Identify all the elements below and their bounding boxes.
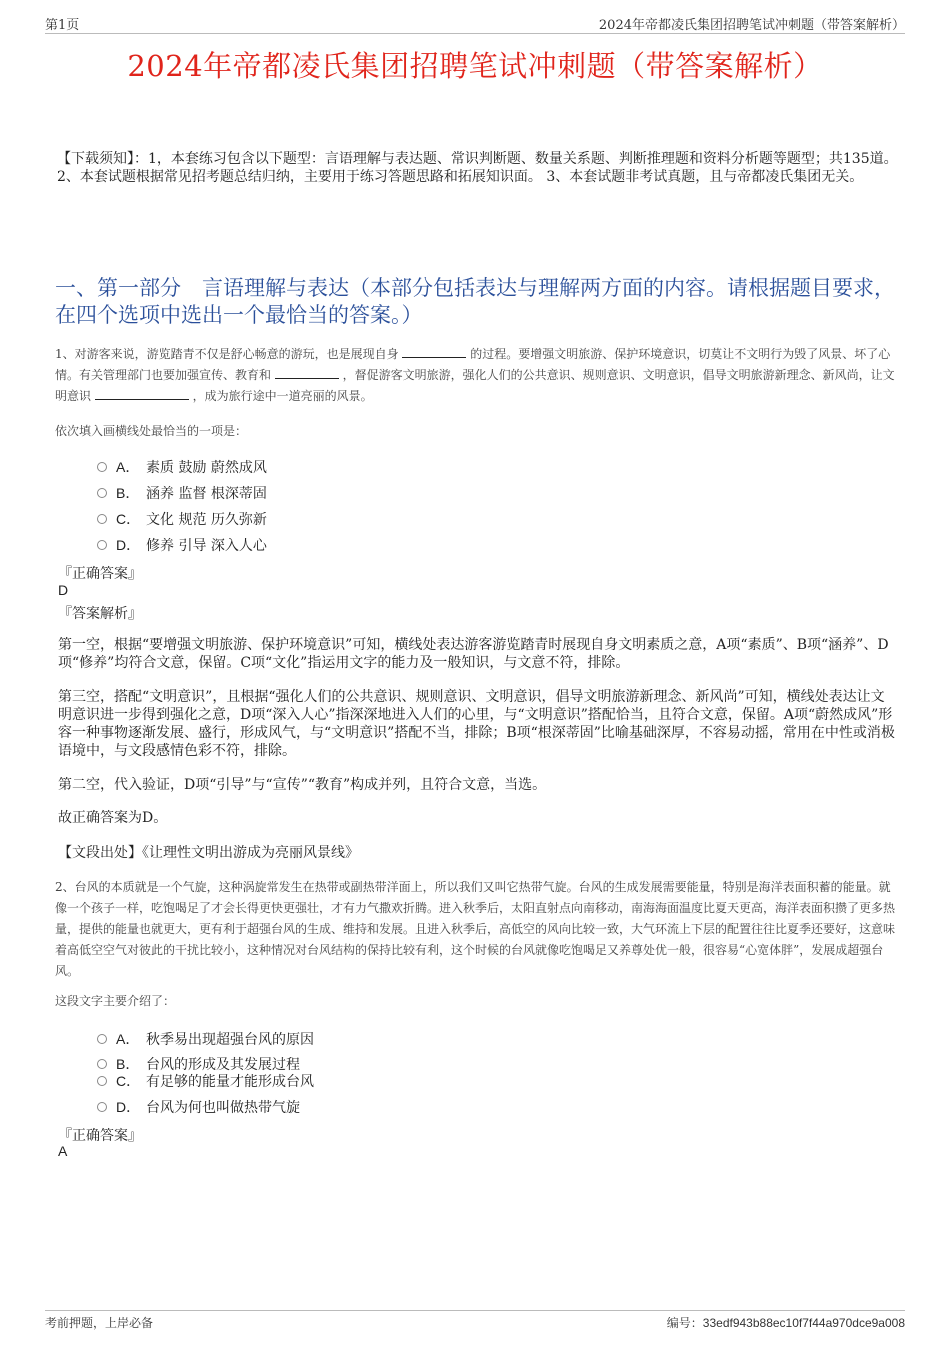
radio-icon[interactable] — [97, 1102, 107, 1112]
option-d[interactable]: D． 台风为何也叫做热带气旋 — [97, 1097, 300, 1117]
q1-text-part3: ，督促游客文明旅游，强化人们的公共意识、规则意识、文明意识，倡导文明旅游新理念、新风尚，让文明意识 — [55, 368, 895, 403]
footer-slogan: 考前押题，上岸必备 — [45, 1316, 154, 1330]
page-number: 第1页 — [45, 18, 80, 33]
option-c[interactable]: C． 有足够的能量才能形成台风 — [97, 1071, 314, 1091]
correct-answer: A — [58, 1143, 68, 1159]
fill-blank-1 — [402, 345, 466, 358]
page-title: 2024年帝都凌氏集团招聘笔试冲刺题（带答案解析） — [127, 49, 823, 83]
correct-answer: D — [58, 582, 69, 598]
question-1-prompt: 依次填入画横线处最恰当的一项是： — [55, 424, 248, 438]
analysis-paragraph: 第三空，搭配“文明意识”，且根据“强化人们的公共意识、规则意识、文明意识，倡导文明旅游新理念、新风尚”可知，横线处表达让文明意识进一步得到强化之意，D项“深入人心”指深深地进入人们的心里，与“文明意识”搭配恰当，且符合文意，保留。A项“蔚然成风”形容一种事物逐渐发展、盛行，形成风气，与“文明意识”搭配不当，排除；B项“根深蒂固”比喻基础深厚，不容易动摇，常用在中性或消极语境中，与文段感情色彩不符，排除。 — [58, 689, 895, 759]
option-b[interactable]: B． 涵养 监督 根深蒂固 — [97, 483, 267, 503]
option-d[interactable]: D． 修养 引导 深入人心 — [97, 535, 267, 555]
radio-icon[interactable] — [97, 462, 107, 472]
fill-blank-3 — [95, 387, 189, 400]
radio-icon[interactable] — [97, 1034, 107, 1044]
radio-icon[interactable] — [97, 488, 107, 498]
radio-icon[interactable] — [97, 1076, 107, 1086]
running-title: 2024年帝都凌氏集团招聘笔试冲刺题（带答案解析） — [598, 18, 905, 33]
download-notice: 【下载须知】：1，本套练习包含以下题型：言语理解与表达题、常识判断题、数量关系题、判断推理题和资料分析题等题型；共135道。 2、本套试题根据常见招考题总结归纳，主要用于练习答题思路和拓展知识面。 3、本套试题非考试真题，且与帝都凌氏集团无关。 — [57, 151, 898, 185]
option-a[interactable]: A． 素质 鼓励 蔚然成风 — [97, 457, 267, 477]
question-2-text: 2、台风的本质就是一个气旋，这种涡旋常发生在热带或副热带洋面上，所以我们又叫它热带气旋。台风的生成发展需要能量，特别是海洋表面积蓄的能量。就像一个孩子一样，吃饱喝足了才会长得更快更强壮，才有力气撒欢折腾。进入秋季后，太阳直射点向南移动，南海海面温度比夏天更高，海洋表面积攒了更多热量，提供的能量也就更大，更有利于超强台风的生成、维持和发展。且进入秋季后，高低空的风向比较一致，大气环流上下层的配置往往比夏季还要好，这意味着高低空空气对彼此的干扰比较小，这种情况对台风结构的保持比较有利，这个时候的台风就像吃饱喝足又养尊处优一般，很容易“心宽体胖”，发展成超强台风。 — [55, 880, 896, 978]
radio-icon[interactable] — [97, 540, 107, 550]
analysis-paragraph: 故正确答案为D。 — [58, 810, 168, 826]
correct-answer-label: 『正确答案』 — [58, 566, 142, 582]
q1-text-part4: ，成为旅行途中一道亮丽的风景。 — [192, 389, 373, 403]
code-label: 编号： — [666, 1316, 703, 1330]
footer-divider — [45, 1310, 905, 1311]
document-code — [667, 1314, 905, 1331]
fill-blank-2 — [275, 366, 339, 379]
header-divider — [45, 33, 905, 34]
radio-icon[interactable] — [97, 514, 107, 524]
question-1-text — [55, 344, 900, 407]
q1-text-part2: 的过程。要增强文明旅游、保护环境意识，切莫让不文明行为毁了风景、坏了心情。有关管理部门也要加强宣传、教育和 — [55, 347, 891, 382]
source-citation: 【文段出处】《让理性文明出游成为亮丽风景线》 — [58, 845, 359, 861]
analysis-label: 『答案解析』 — [58, 606, 142, 622]
option-a[interactable]: A． 秋季易出现超强台风的原因 — [97, 1029, 314, 1049]
analysis-paragraph: 第一空，根据“要增强文明旅游、保护环境意识”可知，横线处表达游客游览踏青时展现自身文明素质之意，A项“素质”、B项“涵养”、D项“修养”均符合文意，保留。C项“文化”指运用文字的能力及一般知识，与文意不符，排除。 — [58, 637, 889, 671]
correct-answer-label: 『正确答案』 — [58, 1128, 142, 1144]
option-b[interactable]: B． 台风的形成及其发展过程 — [97, 1054, 300, 1074]
section-heading: 一、第一部分 言语理解与表达（本部分包括表达与理解两方面的内容。请根据题目要求，在四个选项中选出一个最恰当的答案。） — [55, 276, 895, 327]
analysis-paragraph: 第二空，代入验证，D项“引导”与“宣传”“教育”构成并列，且符合文意，当选。 — [58, 777, 547, 793]
question-2-prompt: 这段文字主要介绍了： — [55, 994, 176, 1008]
radio-icon[interactable] — [97, 1059, 107, 1069]
option-c[interactable]: C． 文化 规范 历久弥新 — [97, 509, 267, 529]
code-value: 33edf943b88ec10f7f44a970dce9a008 — [702, 1316, 905, 1330]
q1-text-part1: 1、对游客来说，游览踏青不仅是舒心畅意的游玩，也是展现自身 — [55, 347, 399, 361]
